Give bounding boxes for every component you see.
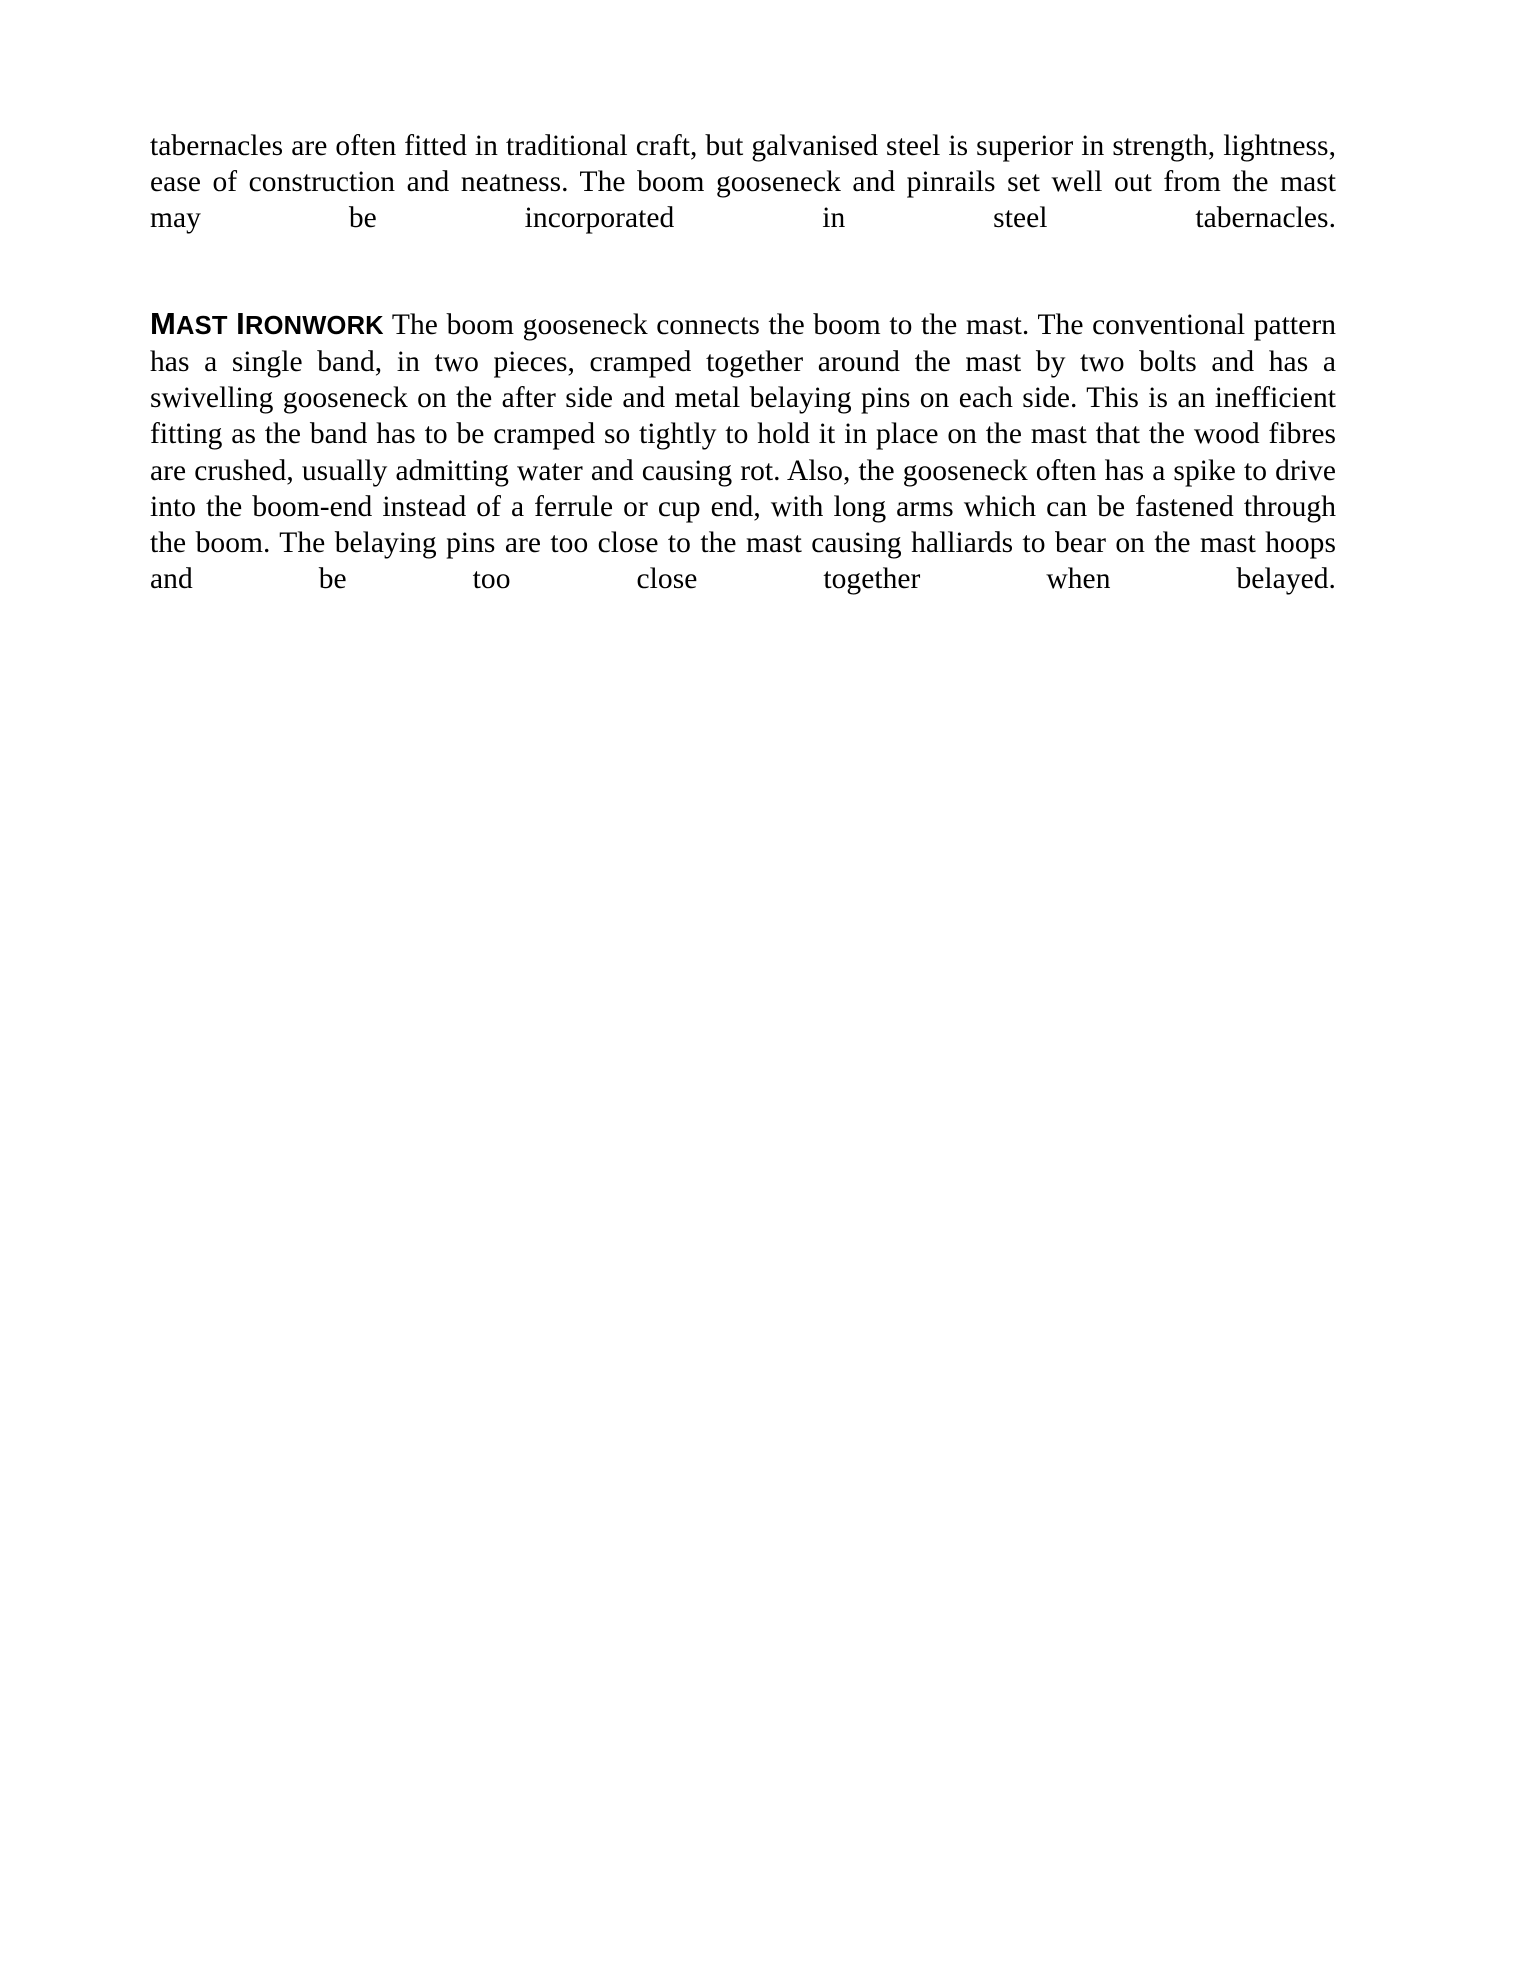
heading-capital-i: I — [236, 305, 245, 341]
paragraph-mast-ironwork-body: The boom gooseneck connects the boom to the mast. The conventional pattern has a single band, in two pieces, cramped together around the mast by two bolts and has a swivelling gooseneck on the after side and metal belaying pins on each side. This is an inefficient fitting as the band has to be cramped so tightly to hold it in place on the mast that the wood fibres are crushed, usually admitting water and causing rot. Also, the gooseneck often has a spike to drive into the boom-end instead of a ferrule or cup end, with long arms which can be fastened through the boom. The belaying pins are too close to the mast causing halliards to bear on the mast hoops and be too close together when belayed. — [150, 308, 1336, 596]
paragraph-spacer — [150, 273, 1336, 307]
text-column — [150, 128, 1336, 634]
paragraph-mast-ironwork — [150, 307, 1336, 634]
heading-capital-m: M — [150, 305, 177, 341]
heading-smallcaps-ast: AST — [176, 311, 228, 340]
heading-smallcaps-ronwork: RONWORK — [245, 311, 384, 340]
heading-space — [228, 312, 237, 340]
paragraph-tabernacles: tabernacles are often fitted in traditional craft, but galvanised steel is superior in strength, lightness, ease of construction and neatness. The boom gooseneck and pinrails set well out from the mast may be incorporated in steel tabernacles. — [150, 130, 1336, 235]
runin-heading-mast-ironwork — [150, 305, 384, 341]
